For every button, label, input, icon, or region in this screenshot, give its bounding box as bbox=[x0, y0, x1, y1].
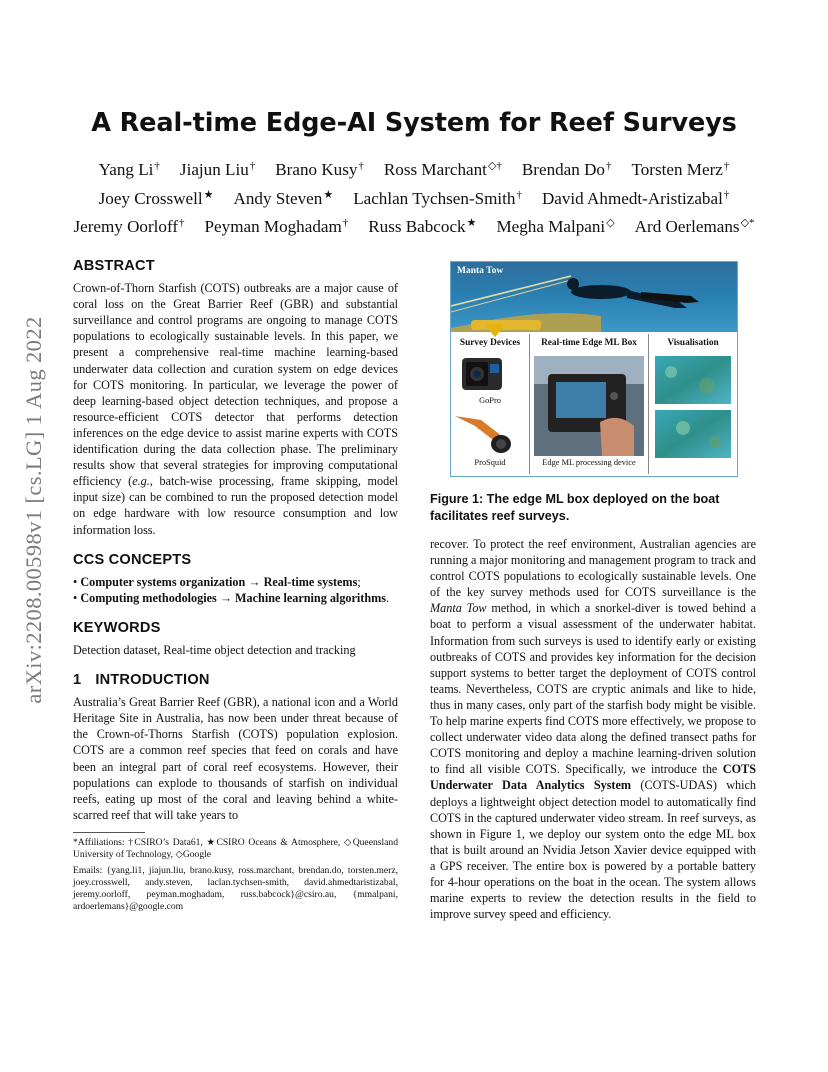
author-name: Lachlan Tychsen-Smith† bbox=[353, 188, 522, 208]
edge-ml-box-panel bbox=[530, 352, 648, 474]
visualisation-panel bbox=[649, 352, 737, 474]
survey-devices-header: Survey Devices bbox=[459, 338, 521, 348]
footnote-rule bbox=[73, 832, 145, 833]
author-name: Jiajun Liu† bbox=[179, 160, 256, 179]
author-name: Ross Marchant◇† bbox=[383, 160, 502, 179]
right-column bbox=[430, 536, 756, 922]
keywords-heading: KEYWORDS bbox=[73, 619, 161, 636]
author-name: Brano Kusy† bbox=[275, 160, 364, 179]
footnote-emails: Emails: {yang.li1, jiajun.liu, brano.kusy, ross.marchant, brendan.do, torsten.merz, joey.crosswell, andy.steven, laclan.tychsen-smith, david.ahmedtaristizabal, jeremy.oorloff, peyman.moghadam, russ.babcock}@csiro.au, {mmalpani, ardoerlemans}@google.com bbox=[73, 864, 398, 913]
ccs-heading: CCS CONCEPTS bbox=[73, 551, 192, 568]
abstract-text: Crown-of-Thorn Starfish (COTS) outbreaks are a major cause of coral loss on the Great Barrier Reef (GBR) and substantial surveillance and control programs are ongoing to manage COTS populations to ecologically sustainable levels. In this paper, we present a comprehensive real-time machine learning-based underwater data collection and curation system on edge devices for COTS monitoring. In particular, we leverage the power of deep learning-based object detection techniques, and propose a resource-efficient COTS detector that performs detection inferences on the edge device to assist marine experts with COTS identification during the data collection phase. The preliminary results show that several strategies for improving computational efficiency (e.g., batch-wise processing, frame skipping, model input size) can be combined to run the proposed detection model on edge hardware with low resource consumption and low information loss. bbox=[73, 281, 399, 537]
author-name: Jeremy Oorloff† bbox=[73, 217, 185, 237]
keywords-text: Detection dataset, Real-time object detection and tracking bbox=[73, 642, 356, 657]
introduction-text: Australia’s Great Barrier Reef (GBR), a national icon and a World Heritage Site in Australia, has now been under threat because of the Crown-of-Thorns Starfish (COTS) population explosion. COTS are a common reef species that feed on corals and have been an integral part of coral reef ecosystems. However, their populations can explode to thousands of starfish on individual reefs, eating up most of the coral and leaving behind a white-scarred reef that will take years to bbox=[73, 695, 398, 822]
author-name: Torsten Merz† bbox=[631, 160, 730, 179]
author-name: Peyman Moghadam† bbox=[204, 217, 349, 237]
arxiv-sidebar bbox=[14, 270, 54, 750]
author-name: Ard Oerlemans◇* bbox=[634, 217, 755, 237]
ccs-item: • Computer systems organization → Real-time systems; bbox=[73, 574, 361, 589]
ccs-item: • Computing methodologies → Machine learning algorithms. bbox=[73, 590, 390, 605]
footnote-affiliations: *Affiliations: †CSIRO’s Data61, ★CSIRO Oceans & Atmosphere, ◇Queensland University of Technology, ◇Google bbox=[73, 836, 398, 861]
paper-title: A Real-time Edge-AI System for Reef Surveys bbox=[91, 108, 737, 138]
figure-1-caption: Figure 1: The edge ML box deployed on the boat facilitates reef surveys. bbox=[430, 492, 720, 523]
arxiv-id: arXiv:2208.00598v1 [cs.LG] 1 Aug 2022 bbox=[21, 316, 46, 704]
left-column bbox=[73, 258, 398, 914]
author-name: Brendan Do† bbox=[521, 160, 612, 179]
author-list bbox=[60, 154, 768, 240]
figure-1 bbox=[450, 261, 738, 477]
manta-tow-photo bbox=[451, 262, 737, 332]
gopro-label: GoPro bbox=[479, 396, 501, 405]
abstract-heading: ABSTRACT bbox=[73, 258, 155, 274]
introduction-section bbox=[73, 672, 398, 823]
survey-devices-panel bbox=[451, 352, 529, 474]
edge-device-photo bbox=[530, 352, 648, 474]
author-name: Yang Li† bbox=[98, 160, 160, 179]
author-name: Megha Malpani◇ bbox=[496, 217, 615, 237]
author-name: David Ahmedt-Aristizabal† bbox=[541, 188, 730, 208]
edge-ml-box-header: Real-time Edge ML Box bbox=[541, 338, 637, 348]
introduction-heading: 1 INTRODUCTION bbox=[73, 672, 210, 689]
prosquid-label: ProSquid bbox=[474, 458, 506, 467]
visualisation-header: Visualisation bbox=[667, 338, 719, 348]
edge-device-label: Edge ML processing device bbox=[542, 458, 636, 467]
keywords-section bbox=[73, 620, 398, 658]
ccs-section bbox=[73, 552, 398, 606]
author-name: Joey Crosswell★ bbox=[98, 188, 214, 208]
camera-devices-illustration bbox=[451, 352, 529, 474]
author-name: Russ Babcock★ bbox=[368, 217, 477, 237]
author-name: Andy Steven★ bbox=[233, 188, 334, 208]
introduction-continued-text: recover. To protect the reef environment, Australian agencies are running a major monitoring and management program to track and control COTS populations to ecologically sustainable levels. One of the key survey methods used for COTS surveillance is the Manta Tow method, in which a snorkel-diver is towed behind a boat to perform a visual assessment of the underwater habitat. Information from such surveys is used to identify early or existing outbreaks of COTS and provides key information for the decision support systems to better target the deployment of COTS control teams. Nevertheless, COTS are cryptic animals and like to hide, thus in many cases, only part of the starfish body might be visible. To help marine experts find COTS more effectively, we propose to collect underwater video data along the defined transect paths for COTS monitoring and deploy a machine learning-driven solution to find all visible COTS. Specifically, we introduce the COTS Underwater Data Analytics System (COTS-UDAS) which deploys a lightweight object detection model to automatically find COTS in the captured underwater video stream. In reef surveys, as shown in Figure 1, we deploy our system onto the edge ML box that is built around an Nvidia Jetson Xavier device equipped with a GPS receiver. The entire box is powered by a portable battery for 4-hour operations on the boat in the ocean. The system allows marine experts to review the detection results in the field to improve survey speed and efficiency. bbox=[430, 537, 757, 922]
detection-visualisation-images bbox=[649, 352, 737, 474]
manta-tow-label: Manta Tow bbox=[457, 266, 504, 276]
